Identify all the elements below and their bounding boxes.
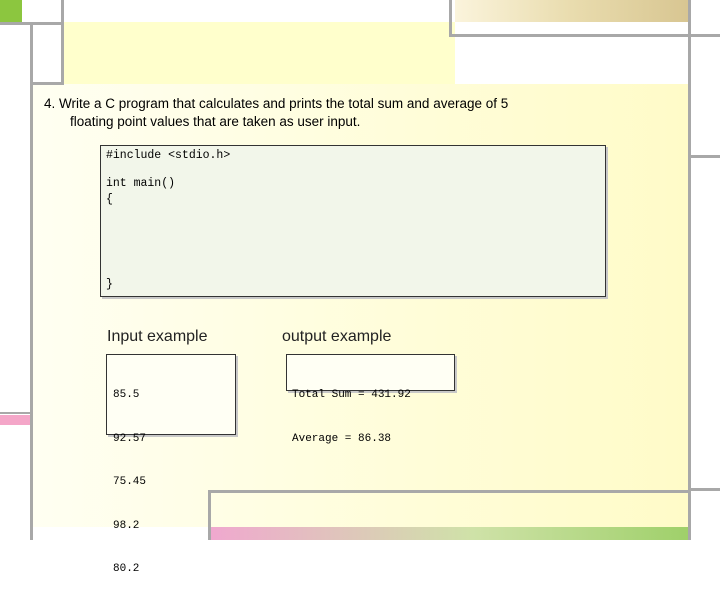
- input-example-label: Input example: [107, 328, 208, 345]
- grid-line: [30, 82, 64, 85]
- grid-line: [61, 0, 64, 84]
- code-template-box: [100, 145, 606, 297]
- input-example-box: [106, 354, 236, 575]
- output-line: Total Sum = 431.92: [292, 389, 411, 401]
- decorative-yellow-block: [63, 22, 455, 84]
- grid-line: [688, 0, 691, 540]
- code-open-brace: {: [106, 193, 113, 206]
- grid-line: [208, 490, 690, 493]
- grid-line: [449, 34, 720, 37]
- code-close-brace: }: [106, 278, 113, 291]
- output-example-label: output example: [282, 328, 392, 345]
- question-line-2: floating point values that are taken as user input.: [70, 114, 361, 129]
- grid-line: [30, 22, 33, 540]
- input-value: 80.2: [113, 563, 140, 575]
- grid-line: [449, 0, 452, 36]
- question-line-1: 4. Write a C program that calculates and prints the total sum and average of 5: [44, 96, 509, 111]
- input-value: 92.57: [113, 432, 147, 445]
- decorative-pink-strip: [0, 415, 32, 425]
- code-main-signature: int main(): [106, 177, 176, 190]
- output-example-box: [286, 354, 455, 445]
- decorative-top-bar: [455, 0, 688, 22]
- input-value: 75.45: [113, 476, 147, 488]
- grid-line: [688, 488, 720, 491]
- decorative-green-square: [0, 0, 22, 22]
- input-value: 98.2: [113, 519, 140, 532]
- code-include-line: #include <stdio.h>: [106, 149, 231, 162]
- grid-line: [208, 490, 211, 540]
- grid-line: [0, 412, 33, 414]
- decorative-bottom-bar: [210, 527, 688, 540]
- grid-line: [688, 155, 720, 158]
- input-value: 85.5: [113, 389, 140, 401]
- question-text: [44, 95, 674, 131]
- output-line: Average = 86.38: [292, 432, 392, 445]
